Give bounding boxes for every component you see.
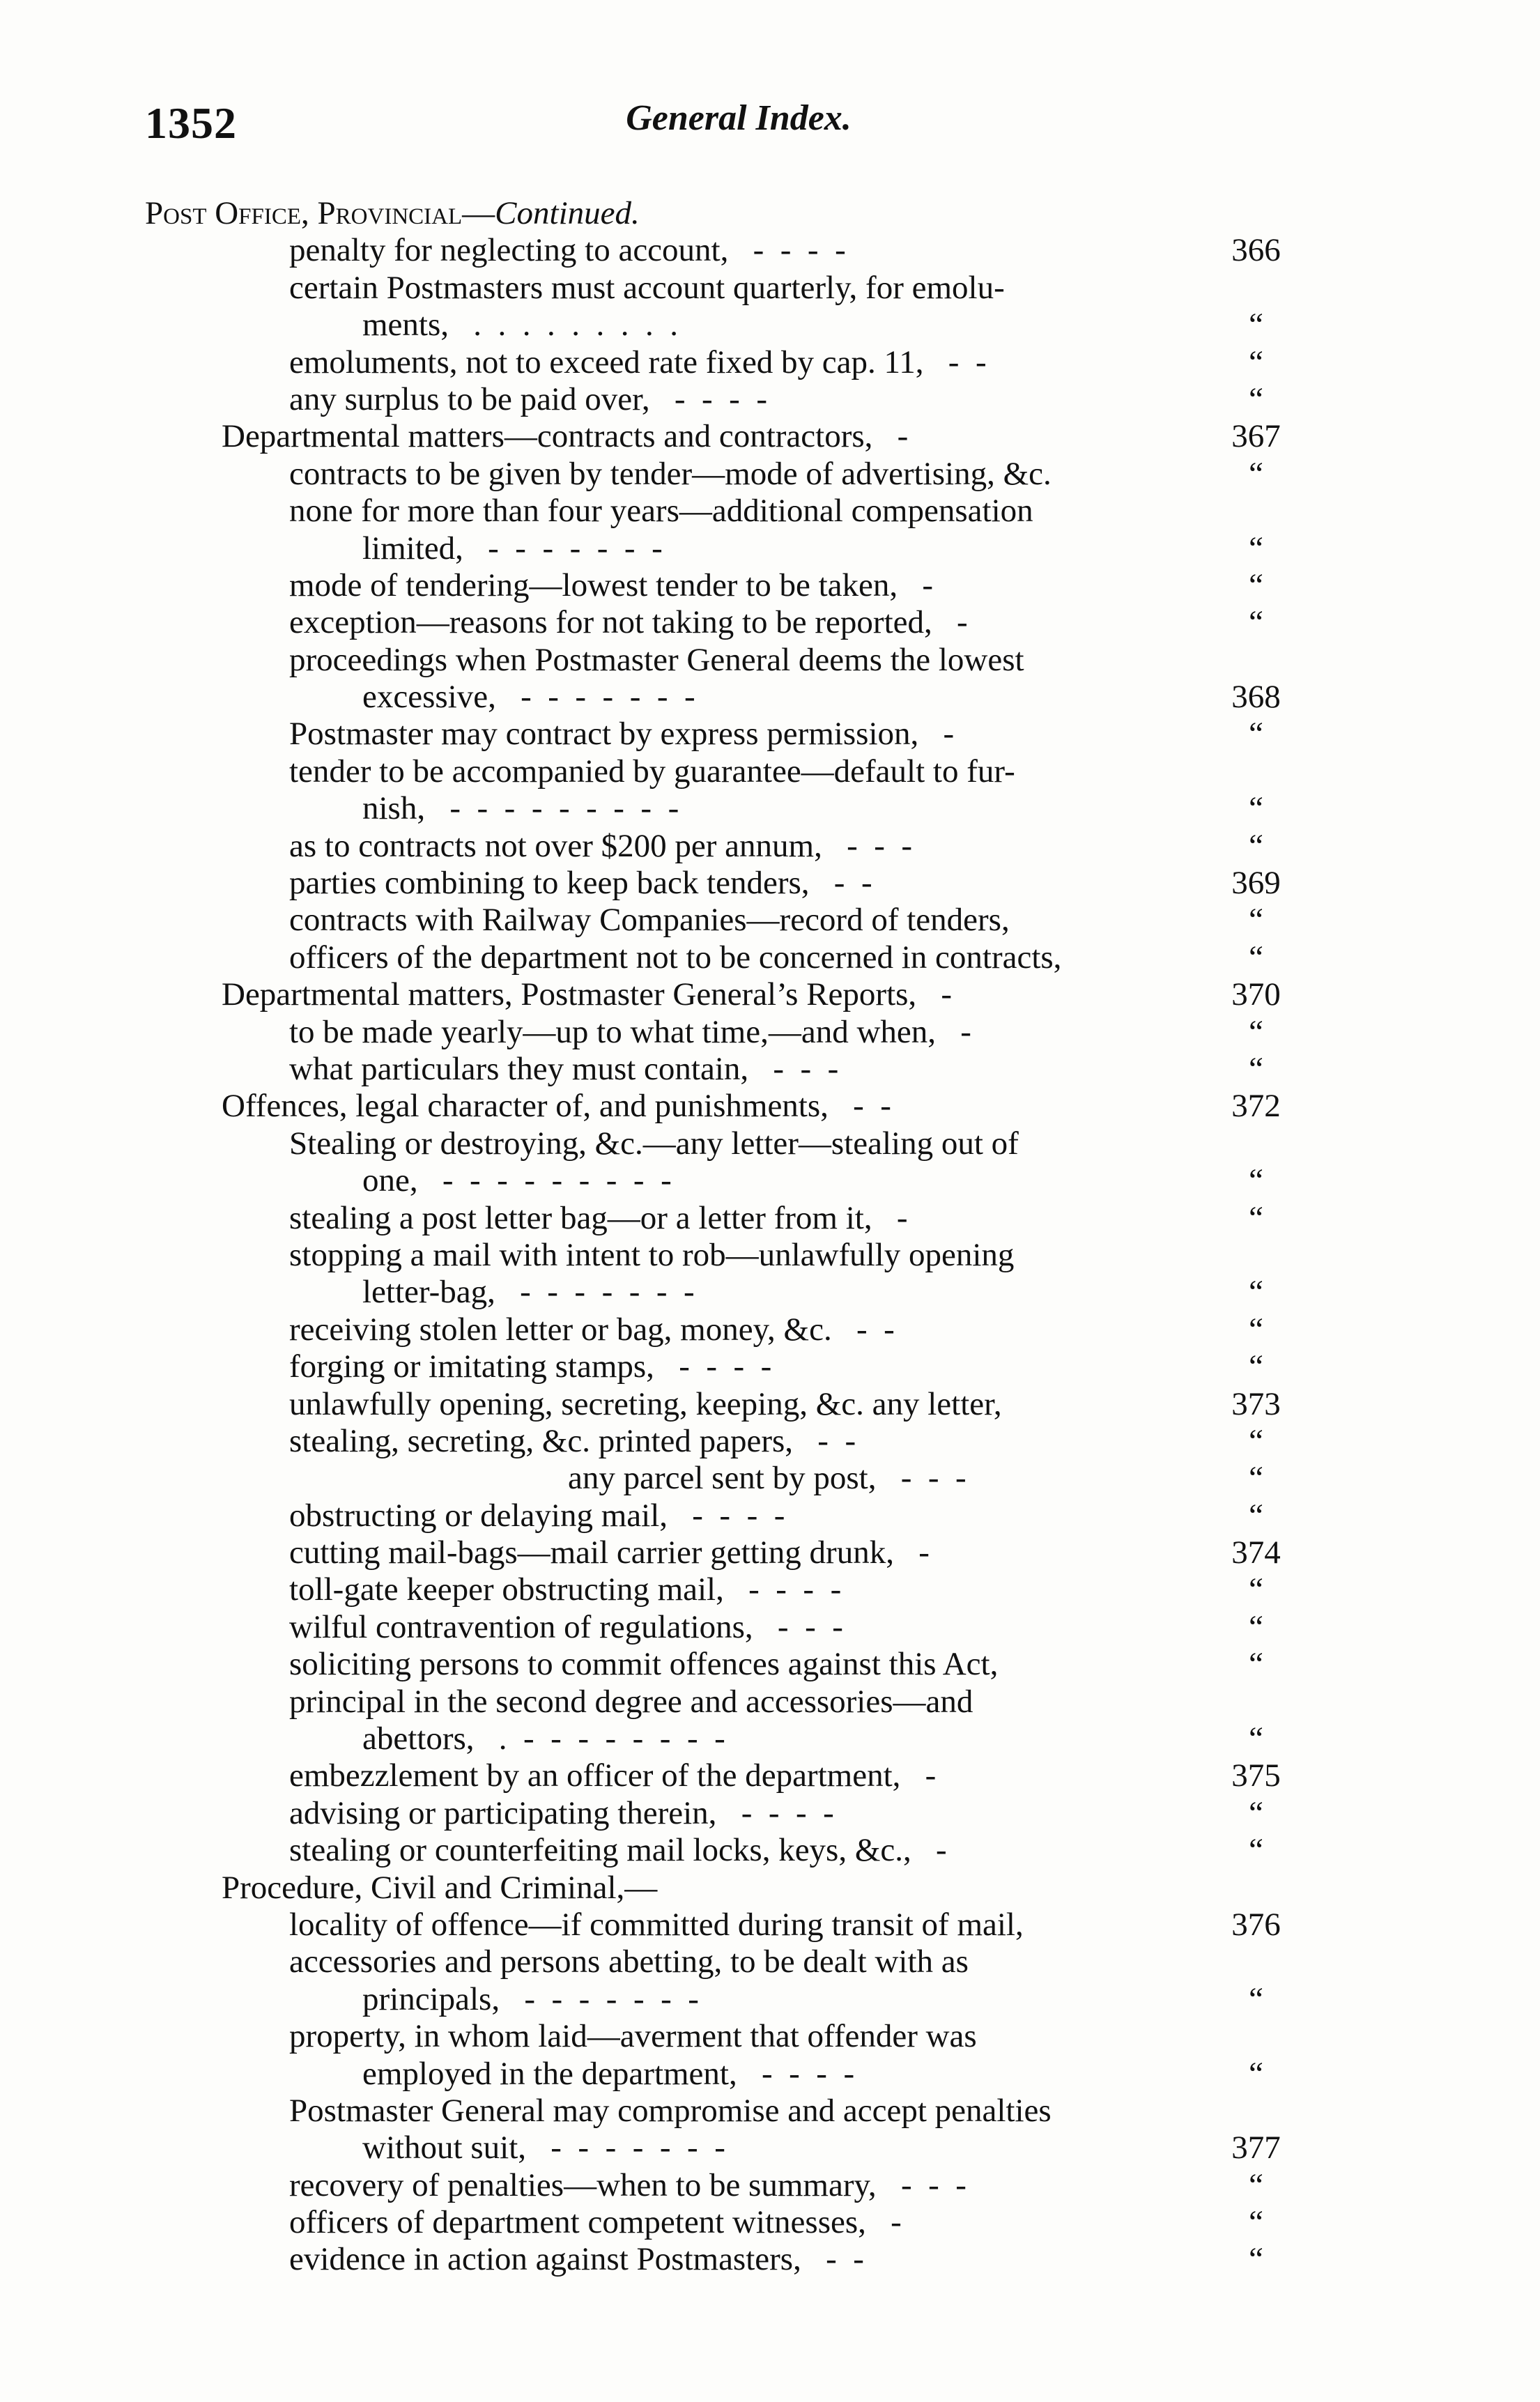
index-entry bbox=[0, 1386, 1540, 1423]
entry-page-ref: “ bbox=[1249, 1794, 1263, 1831]
entry-text: advising or participating therein, bbox=[289, 1794, 717, 1831]
index-entry bbox=[0, 1795, 1540, 1832]
entry-text: penalty for neglecting to account, bbox=[289, 232, 729, 269]
entry-leaders: - - - - bbox=[674, 380, 767, 417]
entry-leaders: - - bbox=[856, 1311, 895, 1348]
index-entry bbox=[0, 976, 1540, 1013]
index-entry bbox=[0, 1162, 1540, 1199]
entry-leaders: - bbox=[918, 1534, 930, 1571]
entry-leaders: - - bbox=[833, 865, 872, 902]
entry-text: Offences, legal character of, and punishments, bbox=[222, 1088, 829, 1125]
entry-leaders: - - - - - - - bbox=[488, 530, 663, 567]
entry-page-ref: 370 bbox=[1231, 976, 1281, 1013]
index-entry bbox=[0, 232, 1540, 269]
entry-page-ref: 374 bbox=[1231, 1534, 1281, 1571]
index-entry bbox=[0, 604, 1540, 641]
index-entries bbox=[0, 195, 1540, 2279]
entry-leaders: - bbox=[957, 604, 968, 641]
index-entry bbox=[0, 2241, 1540, 2278]
entry-page-ref: 372 bbox=[1231, 1088, 1281, 1125]
entry-text: contracts to be given by tender—mode of advertising, &c. bbox=[289, 455, 1052, 492]
entry-text: principal in the second degree and accessories—and bbox=[289, 1683, 973, 1720]
entry-page-ref: “ bbox=[1249, 2166, 1263, 2203]
index-entry bbox=[0, 1014, 1540, 1051]
entry-leaders: - - - bbox=[847, 827, 913, 864]
entry-leaders: - - - - - - - - - bbox=[442, 1162, 672, 1199]
entry-leaders: - - - - - - - - - bbox=[449, 790, 679, 827]
entry-text: receiving stolen letter or bag, money, &c. bbox=[289, 1311, 832, 1348]
entry-page-ref: “ bbox=[1249, 1832, 1263, 1869]
entry-page-ref: “ bbox=[1249, 1460, 1263, 1497]
index-entry bbox=[0, 716, 1540, 753]
entry-text: embezzlement by an officer of the department, bbox=[289, 1757, 901, 1794]
index-entry bbox=[0, 2093, 1540, 2130]
index-entry bbox=[0, 1907, 1540, 1943]
entry-text: letter-bag, bbox=[362, 1274, 495, 1311]
entry-text: abettors, bbox=[362, 1720, 475, 1757]
entry-page-ref: “ bbox=[1249, 790, 1263, 827]
entry-page-ref: 376 bbox=[1231, 1906, 1281, 1943]
entry-page-ref: “ bbox=[1249, 344, 1263, 380]
page-number: 1352 bbox=[145, 98, 237, 148]
entry-text: any surplus to be paid over, bbox=[289, 380, 650, 417]
entry-text: property, in whom laid—averment that offender was bbox=[289, 2018, 977, 2055]
entry-page-ref: “ bbox=[1249, 1980, 1263, 2017]
index-entry bbox=[0, 456, 1540, 493]
entry-text: nish, bbox=[362, 790, 426, 827]
entry-page-ref: “ bbox=[1249, 827, 1263, 864]
index-entry bbox=[0, 1274, 1540, 1311]
entry-text: Departmental matters—contracts and contractors, bbox=[222, 418, 873, 455]
entry-text: stopping a mail with intent to rob—unlawfully opening bbox=[289, 1236, 1015, 1273]
entry-text: without suit, bbox=[362, 2130, 527, 2166]
entry-text: what particulars they must contain, bbox=[289, 1050, 749, 1087]
entry-leaders: - - - - bbox=[679, 1348, 772, 1385]
entry-page-ref: “ bbox=[1249, 1274, 1263, 1311]
index-entry bbox=[0, 1534, 1540, 1571]
index-entry bbox=[0, 2018, 1540, 2055]
entry-page-ref: “ bbox=[1249, 1199, 1263, 1236]
index-entry bbox=[0, 1348, 1540, 1385]
entry-leaders: - - - - - - - bbox=[524, 1980, 699, 2017]
entry-leaders: - bbox=[897, 418, 909, 455]
entry-list bbox=[0, 232, 1540, 2278]
entry-page-ref: 375 bbox=[1231, 1757, 1281, 1794]
entry-leaders: - bbox=[941, 976, 953, 1013]
entry-text: cutting mail-bags—mail carrier getting drunk, bbox=[289, 1534, 894, 1571]
entry-text: to be made yearly—up to what time,—and when, bbox=[289, 1013, 936, 1050]
index-heading bbox=[0, 195, 1540, 232]
entry-leaders: - - - - bbox=[753, 232, 846, 269]
index-entry bbox=[0, 828, 1540, 865]
entry-text: certain Postmasters must account quarterly, for emolu- bbox=[289, 269, 1005, 306]
index-entry bbox=[0, 679, 1540, 716]
entry-leaders: - bbox=[891, 2204, 902, 2241]
entry-text: soliciting persons to commit offences against this Act, bbox=[289, 1646, 999, 1683]
entry-leaders: - - - bbox=[773, 1050, 839, 1087]
entry-page-ref: “ bbox=[1249, 307, 1263, 344]
entry-page-ref: “ bbox=[1249, 1497, 1263, 1534]
index-entry bbox=[0, 1870, 1540, 1907]
index-entry bbox=[0, 1757, 1540, 1794]
entry-text: accessories and persons abetting, to be dealt with as bbox=[289, 1943, 969, 1980]
entry-leaders: - - bbox=[853, 1088, 891, 1125]
entry-text: obstructing or delaying mail, bbox=[289, 1497, 668, 1534]
entry-leaders: - - bbox=[817, 1422, 856, 1459]
entry-leaders: - - - - bbox=[748, 1571, 842, 1608]
entry-page-ref: “ bbox=[1249, 455, 1263, 492]
entry-page-ref: “ bbox=[1249, 380, 1263, 417]
entry-leaders: - bbox=[922, 567, 934, 603]
heading-main: Post Office, Provincial— bbox=[145, 195, 495, 231]
entry-text: proceedings when Postmaster General deems the lowest bbox=[289, 641, 1024, 678]
index-entry bbox=[0, 1311, 1540, 1348]
index-entry bbox=[0, 2056, 1540, 2093]
entry-leaders: - - - - bbox=[692, 1497, 785, 1534]
entry-leaders: - bbox=[925, 1757, 937, 1794]
entry-text: Postmaster may contract by express permission, bbox=[289, 716, 919, 753]
entry-page-ref: “ bbox=[1249, 567, 1263, 603]
entry-text: emoluments, not to exceed rate fixed by cap. 11, bbox=[289, 344, 924, 380]
entry-page-ref: “ bbox=[1249, 1646, 1263, 1683]
entry-text: evidence in action against Postmasters, bbox=[289, 2241, 801, 2278]
index-entry bbox=[0, 1832, 1540, 1869]
index-entry bbox=[0, 1609, 1540, 1646]
entry-leaders: . - - - - - - - - bbox=[498, 1720, 725, 1757]
entry-text: stealing a post letter bag—or a letter from it, bbox=[289, 1199, 872, 1236]
entry-leaders: - - - - - - - bbox=[521, 679, 695, 716]
index-entry bbox=[0, 939, 1540, 976]
entry-text: toll-gate keeper obstructing mail, bbox=[289, 1571, 724, 1608]
index-entry bbox=[0, 270, 1540, 307]
entry-page-ref: “ bbox=[1249, 939, 1263, 976]
index-entry bbox=[0, 1646, 1540, 1683]
entry-text: one, bbox=[362, 1162, 418, 1199]
entry-page-ref: 366 bbox=[1231, 232, 1281, 269]
entry-text: mode of tendering—lowest tender to be taken, bbox=[289, 567, 898, 603]
entry-page-ref: “ bbox=[1249, 1422, 1263, 1459]
entry-page-ref: “ bbox=[1249, 1571, 1263, 1608]
entry-text: ments, bbox=[362, 307, 449, 344]
entry-text: tender to be accompanied by guarantee—default to fur- bbox=[289, 753, 1015, 790]
index-entry bbox=[0, 493, 1540, 530]
entry-page-ref: “ bbox=[1249, 1013, 1263, 1050]
index-entry bbox=[0, 418, 1540, 455]
index-entry bbox=[0, 307, 1540, 344]
entry-text: Procedure, Civil and Criminal,— bbox=[222, 1869, 658, 1906]
index-entry bbox=[0, 344, 1540, 381]
entry-text: forging or imitating stamps, bbox=[289, 1348, 654, 1385]
entry-page-ref: “ bbox=[1249, 1348, 1263, 1385]
entry-text: recovery of penalties—when to be summary, bbox=[289, 2166, 877, 2203]
entry-page-ref: “ bbox=[1249, 1311, 1263, 1348]
entry-leaders: - bbox=[936, 1832, 947, 1869]
entry-text: limited, bbox=[362, 530, 463, 567]
entry-text: as to contracts not over $200 per annum, bbox=[289, 827, 822, 864]
entry-text: exception—reasons for not taking to be reported, bbox=[289, 604, 932, 641]
entry-leaders: - - - bbox=[900, 1460, 967, 1497]
index-entry bbox=[0, 865, 1540, 902]
entry-leaders: - - - - bbox=[761, 2055, 855, 2092]
entry-text: officers of the department not to be concerned in contracts, bbox=[289, 939, 1062, 976]
index-entry bbox=[0, 1200, 1540, 1237]
entry-leaders: - bbox=[943, 716, 955, 753]
entry-page-ref: 369 bbox=[1231, 865, 1281, 902]
index-entry bbox=[0, 2204, 1540, 2241]
index-entry bbox=[0, 1460, 1540, 1497]
index-entry bbox=[0, 642, 1540, 679]
index-entry bbox=[0, 1571, 1540, 1608]
index-entry bbox=[0, 902, 1540, 939]
entry-leaders: - - - - - - - bbox=[520, 1274, 695, 1311]
entry-text: any parcel sent by post, bbox=[568, 1460, 877, 1497]
entry-page-ref: “ bbox=[1249, 1162, 1263, 1199]
entry-text: employed in the department, bbox=[362, 2055, 737, 2092]
index-entry bbox=[0, 1943, 1540, 1980]
entry-text: principals, bbox=[362, 1980, 500, 2017]
entry-page-ref: “ bbox=[1249, 604, 1263, 641]
entry-leaders: - - - - - - - bbox=[550, 2130, 725, 2166]
entry-page-ref: “ bbox=[1249, 716, 1263, 753]
entry-leaders: - bbox=[960, 1013, 971, 1050]
entry-text: Departmental matters, Postmaster General’s Reports, bbox=[222, 976, 917, 1013]
index-entry bbox=[0, 790, 1540, 827]
index-entry bbox=[0, 567, 1540, 604]
entry-text: wilful contravention of regulations, bbox=[289, 1608, 753, 1645]
entry-text: stealing, secreting, &c. printed papers, bbox=[289, 1422, 794, 1459]
index-entry bbox=[0, 381, 1540, 418]
entry-text: locality of offence—if committed during transit of mail, bbox=[289, 1906, 1024, 1943]
entry-text: excessive, bbox=[362, 679, 496, 716]
index-entry bbox=[0, 1498, 1540, 1534]
index-entry bbox=[0, 2167, 1540, 2204]
entry-text: stealing or counterfeiting mail locks, keys, &c., bbox=[289, 1832, 911, 1869]
entry-leaders: - bbox=[896, 1199, 908, 1236]
entry-page-ref: “ bbox=[1249, 902, 1263, 939]
entry-leaders: - - - - bbox=[741, 1794, 834, 1831]
entry-page-ref: “ bbox=[1249, 1608, 1263, 1645]
index-entry bbox=[0, 1125, 1540, 1162]
index-entry bbox=[0, 1088, 1540, 1125]
index-entry bbox=[0, 1423, 1540, 1460]
index-entry bbox=[0, 1720, 1540, 1757]
entry-page-ref: 367 bbox=[1231, 418, 1281, 455]
index-entry bbox=[0, 753, 1540, 790]
entry-text: officers of department competent witnesses, bbox=[289, 2204, 866, 2241]
index-entry bbox=[0, 530, 1540, 567]
entry-page-ref: “ bbox=[1249, 1720, 1263, 1757]
entry-text: Postmaster General may compromise and accept penalties bbox=[289, 2092, 1052, 2129]
entry-leaders: - - - bbox=[900, 2166, 967, 2203]
entry-text: none for more than four years—additional compensation bbox=[289, 493, 1033, 530]
entry-text: contracts with Railway Companies—record of tenders, bbox=[289, 902, 1010, 939]
index-entry bbox=[0, 1237, 1540, 1274]
entry-page-ref: 368 bbox=[1231, 679, 1281, 716]
entry-leaders: - - bbox=[826, 2241, 864, 2278]
index-entry bbox=[0, 1051, 1540, 1088]
entry-text: parties combining to keep back tenders, bbox=[289, 865, 810, 902]
entry-page-ref: “ bbox=[1249, 530, 1263, 567]
entry-page-ref: “ bbox=[1249, 1050, 1263, 1087]
entry-page-ref: 373 bbox=[1231, 1385, 1281, 1422]
entry-leaders: - - bbox=[948, 344, 987, 380]
entry-leaders: . . . . . . . . . bbox=[473, 307, 679, 344]
running-title: General Index. bbox=[626, 98, 852, 138]
entry-page-ref: 377 bbox=[1231, 2130, 1281, 2166]
heading-continued: Continued. bbox=[495, 195, 640, 231]
entry-leaders: - - - bbox=[777, 1608, 843, 1645]
entry-page-ref: “ bbox=[1249, 2204, 1263, 2241]
entry-text: Stealing or destroying, &c.—any letter—stealing out of bbox=[289, 1125, 1019, 1162]
index-entry bbox=[0, 1981, 1540, 2018]
index-entry bbox=[0, 2130, 1540, 2166]
entry-text: unlawfully opening, secreting, keeping, &c. any letter, bbox=[289, 1385, 1002, 1422]
index-entry bbox=[0, 1684, 1540, 1720]
entry-page-ref: “ bbox=[1249, 2241, 1263, 2278]
entry-page-ref: “ bbox=[1249, 2055, 1263, 2092]
